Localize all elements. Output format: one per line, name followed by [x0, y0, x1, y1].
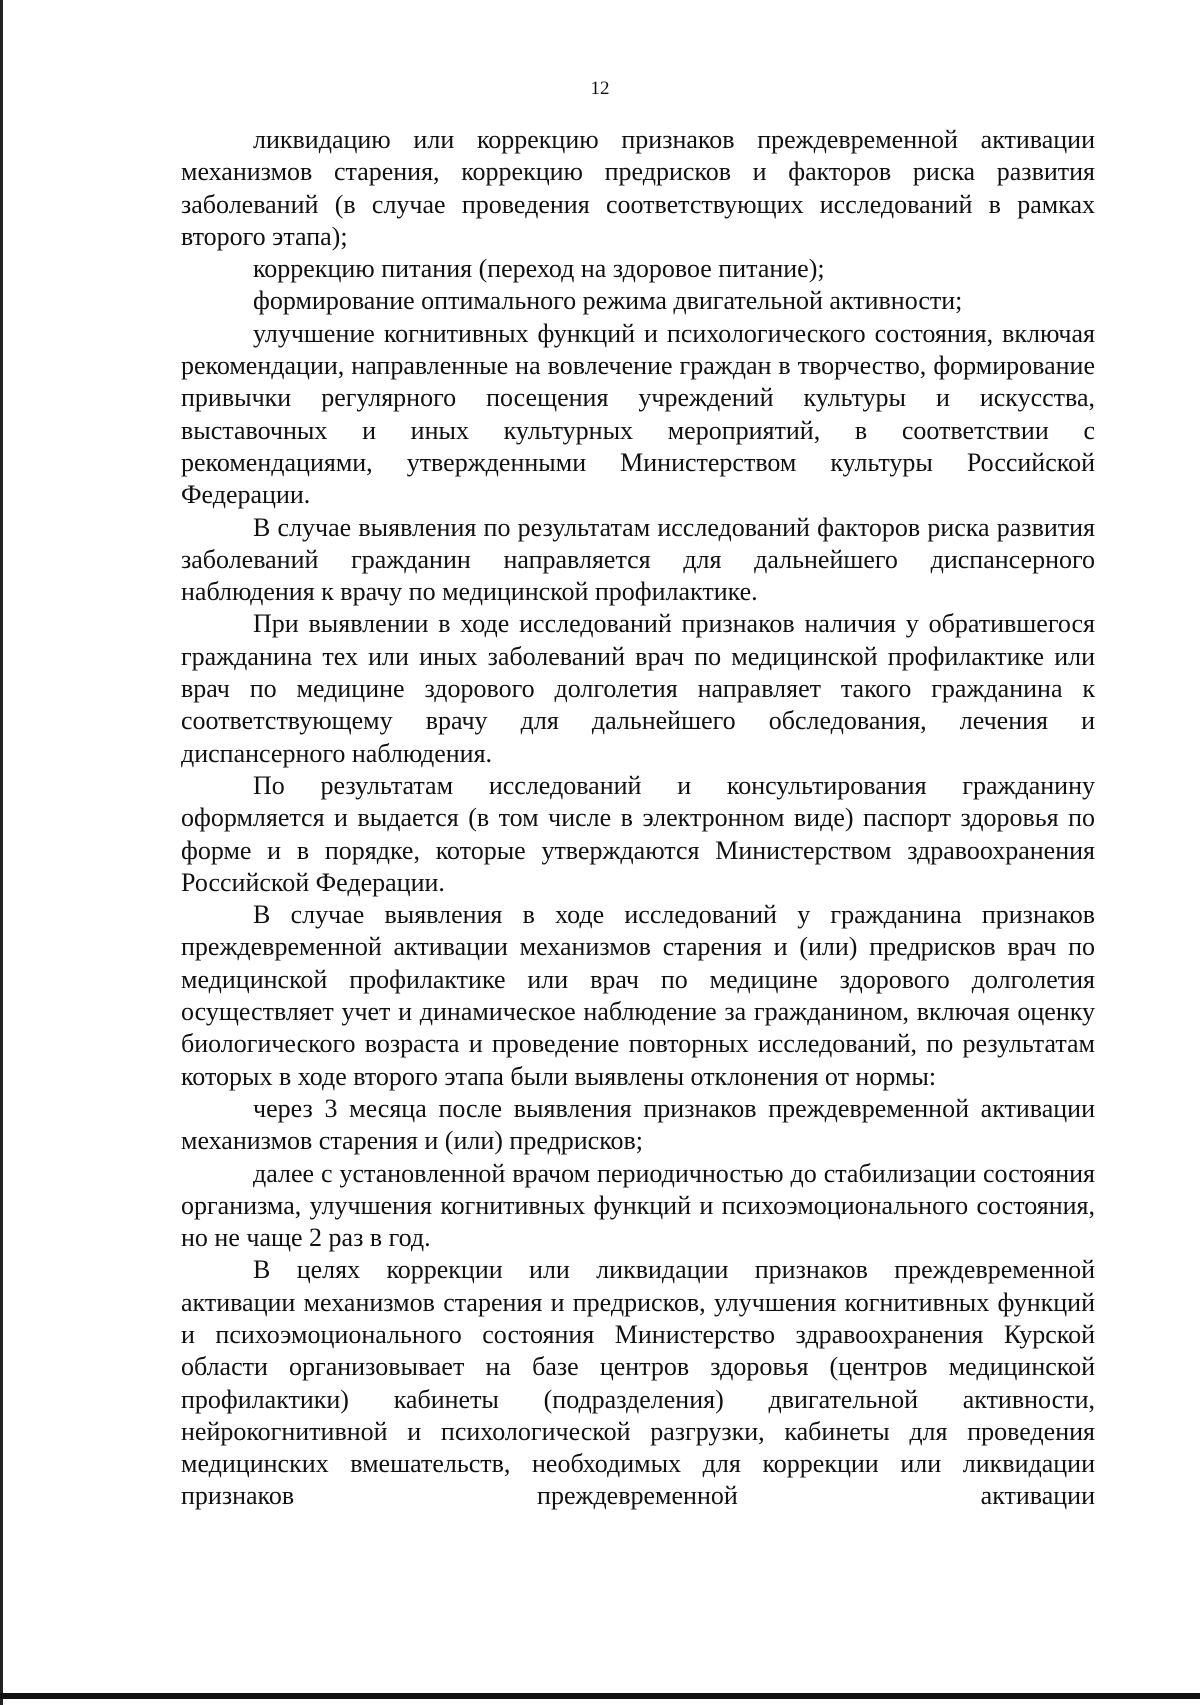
page-number: 12 — [590, 78, 610, 99]
paragraph-cognitive-improvement: улучшение когнитивных функций и психологического состояния, включая рекомендации, направленные на вовлечение граждан в творчество, формирование привычки регулярного посещения учреждений культуры и искусства, выставочных и иных культурных мероприятий, в соответствии с рекомендациями, утвержденными Министерством культуры Российской Федерации. — [181, 318, 1095, 510]
paragraph-periodic-followup: далее с установленной врачом периодичностью до стабилизации состояния организма, улучшения когнитивных функций и психоэмоционального состояния, но не чаще 2 раз в год. — [181, 1158, 1095, 1253]
paragraph-risk-factors: В случае выявления по результатам исследований факторов риска развития заболеваний гражданин направляется для дальнейшего диспансерного наблюдения к врачу по медицинской профилактике. — [181, 512, 1095, 607]
scan-bottom-edge — [0, 1693, 1200, 1699]
paragraph-aging-monitoring: В случае выявления в ходе исследований у гражданина признаков преждевременной активации механизмов старения и (или) предрисков врач по медицинской профилактике или врач по медицине здорового долголетия осуществляет учет и динамическое наблюдение за гражданином, включая оценку биологического возраста и проведение повторных исследований, по результатам которых в ходе второго этапа были выявлены отклонения от нормы: — [181, 900, 1095, 1091]
paragraph-physical-activity: формирование оптимального режима двигательной активности; — [253, 286, 963, 316]
paragraph-disease-detection: При выявлении в ходе исследований признаков наличия у обратившегося гражданина тех или иных заболеваний врач по медицинской профилактике или врач по медицине здорового долголетия направляет такого гражданина к соответствующему врачу для дальнейшего обследования, лечения и диспансерного наблюдения. — [181, 609, 1095, 768]
paragraph-nutrition-correction: коррекцию питания (переход на здоровое питание); — [253, 254, 825, 284]
paragraph-1-continuation: ликвидацию или коррекцию признаков преждевременной активации механизмов старения, коррекцию предрисков и факторов риска развития заболеваний (в случае проведения соответствующих исследований в рамках второго этапа); — [181, 125, 1095, 251]
scan-left-edge — [0, 0, 3, 1705]
paragraph-after-three-months: через 3 месяца после выявления признаков преждевременной активации механизмов старения и (или) предрисков; — [181, 1093, 1095, 1156]
paragraph-health-passport: По результатам исследований и консультирования гражданину оформляется и выдается (в том числе в электронном виде) паспорт здоровья по форме и в порядке, которые утверждаются Министерством здравоохранения Российской Федерации. — [181, 770, 1095, 897]
document-body — [181, 124, 1095, 1513]
paragraph-ministry-rooms: В целях коррекции или ликвидации признаков преждевременной активации механизмов старения и предрисков, улучшения когнитивных функций и психоэмоционального состояния Министерство здравоохранения Курской области организовывает на базе центров здоровья (центров медицинской профилактики) кабинеты (подразделения) двигательной активности, нейрокогнитивной и психологической разгрузки, кабинеты для проведения медицинских вмешательств, необходимых для коррекции или ликвидации признаков преждевременной активации — [181, 1255, 1095, 1511]
